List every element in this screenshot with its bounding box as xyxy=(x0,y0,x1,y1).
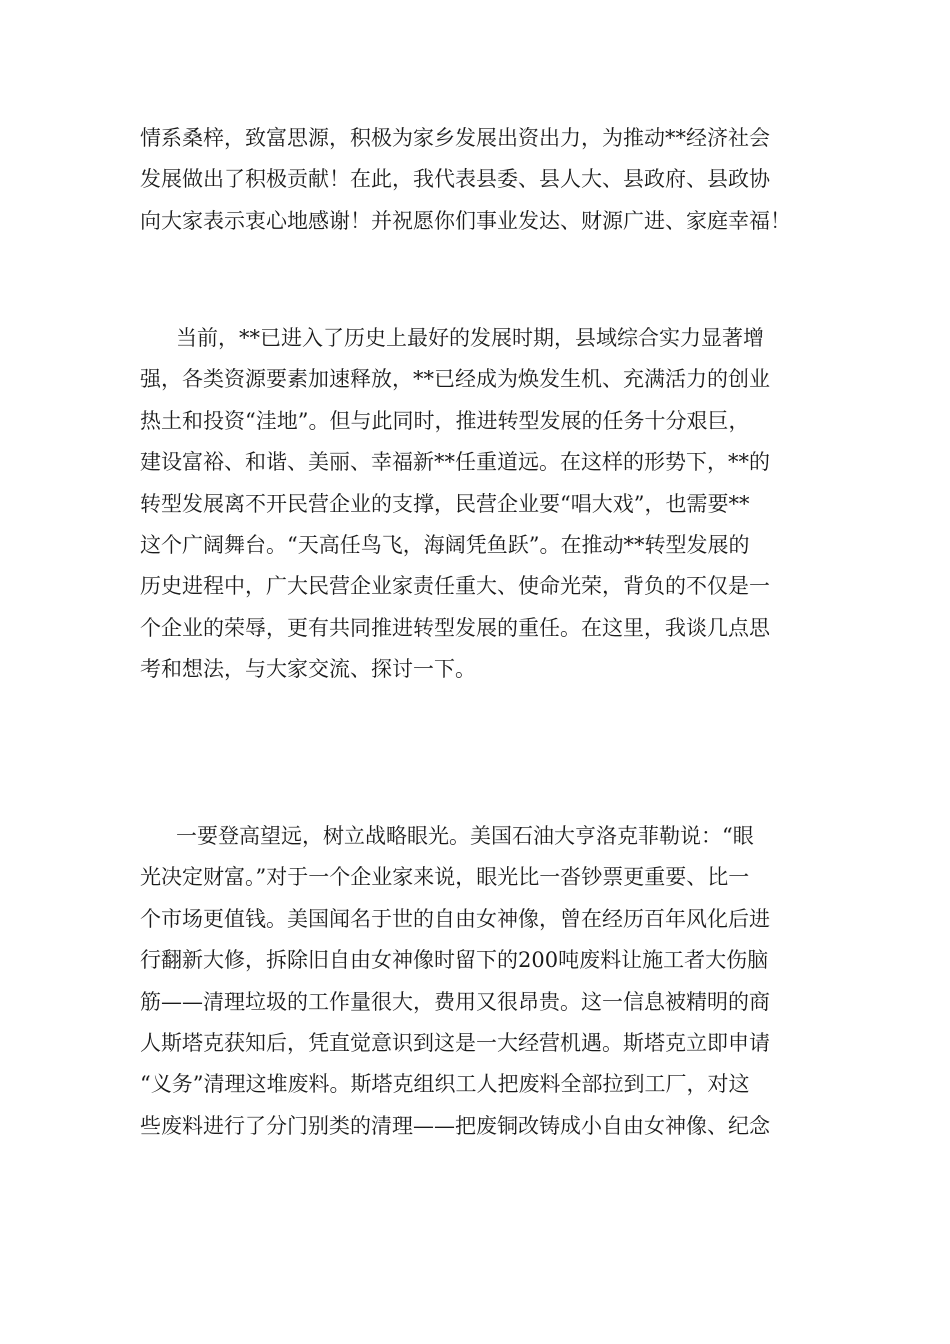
text-line: 个市场更值钱。美国闻名于世的自由女神像，曾在经历百年风化后进 xyxy=(140,906,770,931)
text-line: 热土和投资“洼地”。但与此同时，推进转型发展的任务十分艰巨， xyxy=(140,408,750,433)
text-line: 光决定财富。”对于一个企业家来说，眼光比一沓钞票更重要、比一 xyxy=(140,865,750,890)
text-line: 人斯塔克获知后，凭直觉意识到这是一大经营机遇。斯塔克立即申请 xyxy=(140,1030,770,1055)
text-line: 当前，**已进入了历史上最好的发展时期，县域综合实力显著增 xyxy=(176,326,764,350)
text-line: 个企业的荣辱，更有共同推进转型发展的重任。在这里，我谈几点思 xyxy=(140,615,770,640)
text-line: 筋——清理垃圾的工作量很大，费用又很昂贵。这一信息被精明的商 xyxy=(140,989,770,1014)
text-line: 建设富裕、和谐、美丽、幸福新**任重道远。在这样的形势下，**的 xyxy=(140,450,770,475)
text-line: 考和想法，与大家交流、探讨一下。 xyxy=(140,657,476,682)
text-line: 向大家表示衷心地感谢！并祝愿你们事业发达、财源广进、家庭幸福！ xyxy=(140,208,791,233)
text-line: 历史进程中，广大民营企业家责任重大、使命光荣，背负的不仅是一 xyxy=(140,574,770,599)
text-line: 强，各类资源要素加速释放，**已经成为焕发生机、充满活力的创业 xyxy=(140,367,770,392)
text-line: 一要登高望远，树立战略眼光。美国石油大亨洛克菲勒说：“眼 xyxy=(176,824,754,848)
paragraph-current-situation xyxy=(140,318,820,691)
paragraph-closing-thanks xyxy=(140,118,820,242)
paragraph-strategic-vision xyxy=(140,816,820,1147)
text-line: 这个广阔舞台。“天高任鸟飞，海阔凭鱼跃”。在推动**转型发展的 xyxy=(140,532,750,557)
text-line: 行翻新大修，拆除旧自由女神像时留下的200吨废料让施工者大伤脑 xyxy=(140,948,769,973)
text-line: “义务”清理这堆废料。斯塔克组织工人把废料全部拉到工厂，对这 xyxy=(140,1072,750,1097)
text-line: 转型发展离不开民营企业的支撑，民营企业要“唱大戏”，也需要** xyxy=(140,491,750,516)
text-line: 情系桑梓，致富思源，积极为家乡发展出资出力，为推动**经济社会 xyxy=(140,126,770,150)
text-line: 些废料进行了分门别类的清理——把废铜改铸成小自由女神像、纪念 xyxy=(140,1113,770,1138)
text-line: 发展做出了积极贡献！在此，我代表县委、县人大、县政府、县政协 xyxy=(140,167,770,192)
